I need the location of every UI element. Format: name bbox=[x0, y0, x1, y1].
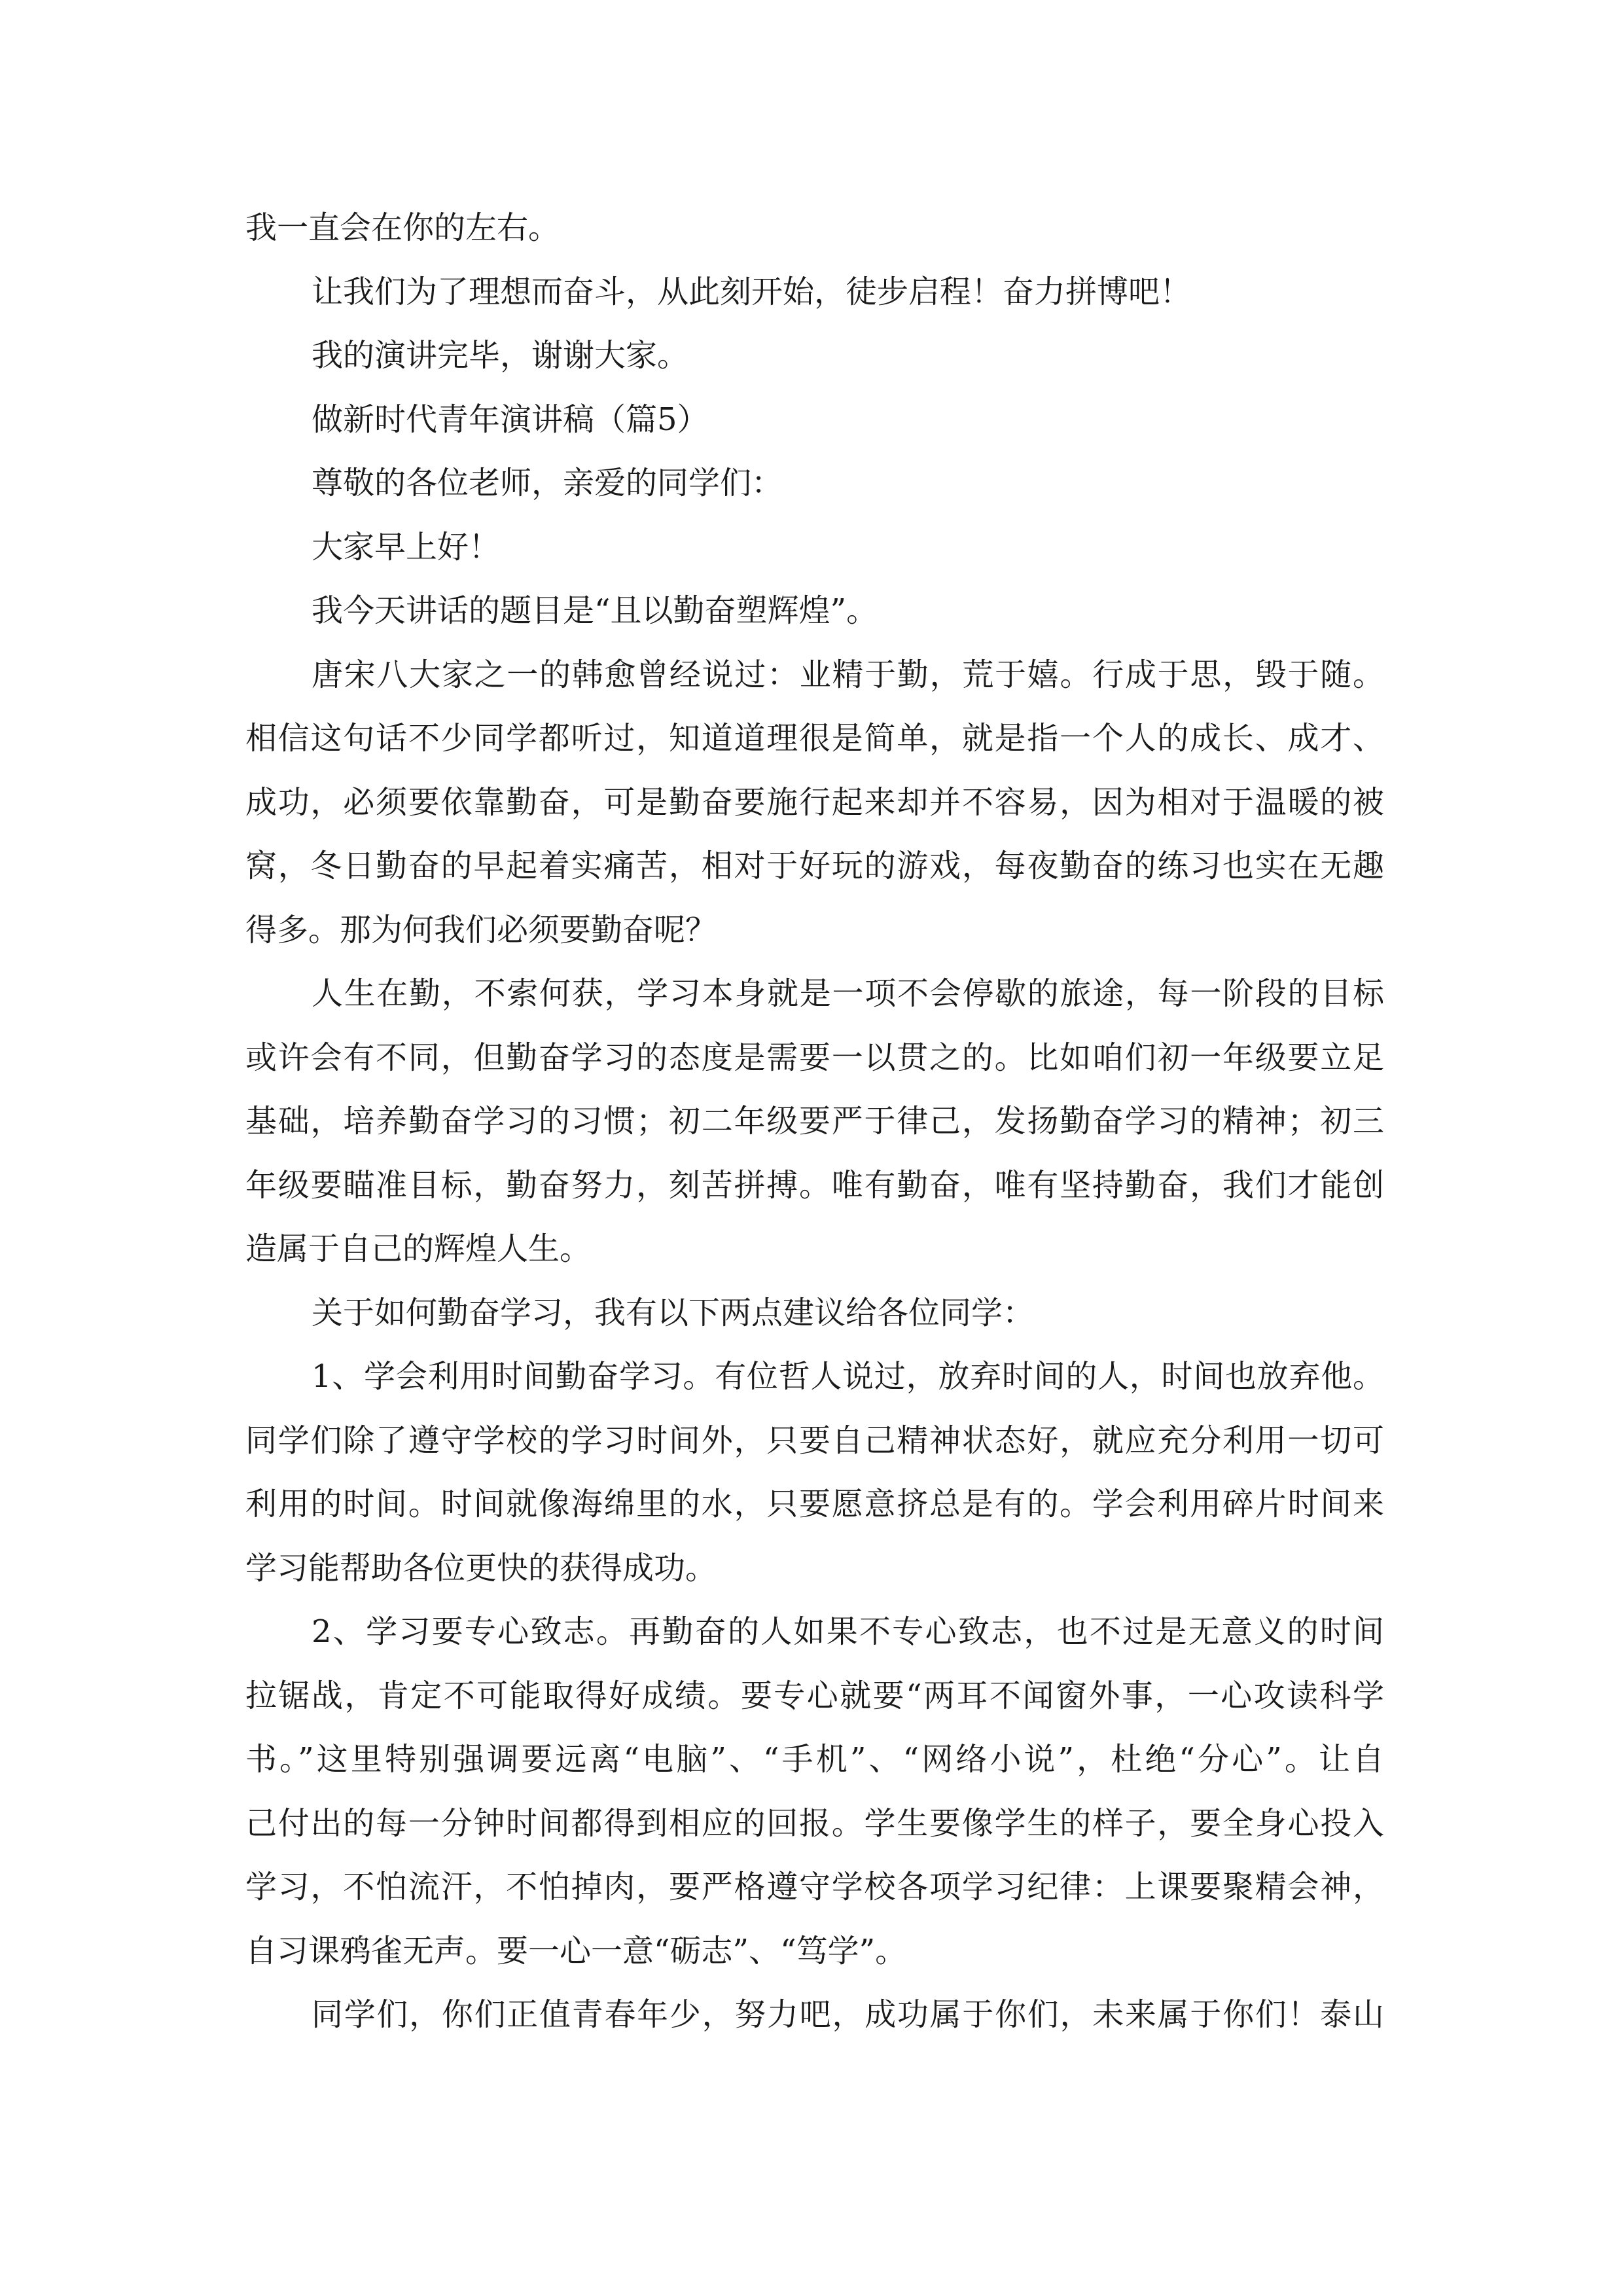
text-line: 自习课鸦雀无声。要一心一意“砺志”、“笃学”。 bbox=[245, 1932, 907, 1969]
text-line: 造属于自己的辉煌人生。 bbox=[245, 1230, 592, 1267]
text-line: 做新时代青年演讲稿（篇5） bbox=[312, 401, 709, 438]
text-line: 相信这句话不少同学都听过，知道道理很是简单，就是指一个人的成长、成才、 bbox=[245, 720, 1384, 757]
text-line: 唐宋八大家之一的韩愈曾经说过：业精于勤，荒于嬉。行成于思，毁于随。 bbox=[312, 656, 1384, 693]
text-line: 己付出的每一分钟时间都得到相应的回报。学生要像学生的样子，要全身心投入 bbox=[245, 1804, 1384, 1842]
text-line: 我的演讲完毕，谢谢大家。 bbox=[312, 337, 689, 374]
text-line: 基础，培养勤奋学习的习惯；初二年级要严于律己，发扬勤奋学习的精神；初三 bbox=[245, 1103, 1384, 1139]
text-line: 尊敬的各位老师，亲爱的同学们： bbox=[312, 465, 783, 501]
text-line: 2、学习要专心致志。再勤奋的人如果不专心致志，也不过是无意义的时间 bbox=[312, 1613, 1384, 1650]
text-line: 书。”这里特别强调要远离“电脑”、“手机”、“网络小说”，杜绝“分心”。让自 bbox=[245, 1741, 1384, 1778]
text-line: 学习，不怕流汗，不怕掉肉，要严格遵守学校各项学习纪律：上课要聚精会神， bbox=[245, 1869, 1384, 1905]
text-line: 我今天讲话的题目是“且以勤奋塑辉煌”。 bbox=[312, 592, 878, 629]
text-line: 或许会有不同，但勤奋学习的态度是需要一以贯之的。比如咱们初一年级要立足 bbox=[245, 1039, 1384, 1076]
text-line: 年级要瞄准目标，勤奋努力，刻苦拼搏。唯有勤奋，唯有坚持勤奋，我们才能创 bbox=[245, 1166, 1384, 1204]
text-line: 人生在勤，不索何获，学习本身就是一项不会停歇的旅途，每一阶段的目标 bbox=[312, 975, 1384, 1012]
text-line: 1、学会利用时间勤奋学习。有位哲人说过，放弃时间的人，时间也放弃他。 bbox=[312, 1358, 1384, 1395]
text-line: 我一直会在你的左右。 bbox=[245, 209, 560, 246]
text-line: 利用的时间。时间就像海绵里的水，只要愿意挤总是有的。学会利用碎片时间来 bbox=[245, 1486, 1384, 1522]
text-line: 得多。那为何我们必须要勤奋呢？ bbox=[245, 911, 717, 948]
text-line: 大家早上好！ bbox=[312, 528, 501, 565]
text-line: 让我们为了理想而奋斗，从此刻开始，徒步启程！奋力拼博吧！ bbox=[312, 273, 1192, 310]
text-line: 学习能帮助各位更快的获得成功。 bbox=[245, 1549, 717, 1587]
text-line: 拉锯战，肯定不可能取得好成绩。要专心就要“两耳不闻窗外事，一心攻读科学 bbox=[245, 1677, 1384, 1714]
text-line: 同学们，你们正值青春年少，努力吧，成功属于你们，未来属于你们！泰山 bbox=[312, 1996, 1384, 2033]
text-line: 同学们除了遵守学校的学习时间外，只要自己精神状态好，就应充分利用一切可 bbox=[245, 1422, 1384, 1459]
speech-text-body bbox=[245, 196, 1384, 2047]
text-line: 窝，冬日勤奋的早起着实痛苦，相对于好玩的游戏，每夜勤奋的练习也实在无趣 bbox=[245, 848, 1384, 884]
text-line: 成功，必须要依靠勤奋，可是勤奋要施行起来却并不容易，因为相对于温暖的被 bbox=[245, 783, 1384, 821]
text-line: 关于如何勤奋学习，我有以下两点建议给各位同学： bbox=[312, 1294, 1035, 1331]
